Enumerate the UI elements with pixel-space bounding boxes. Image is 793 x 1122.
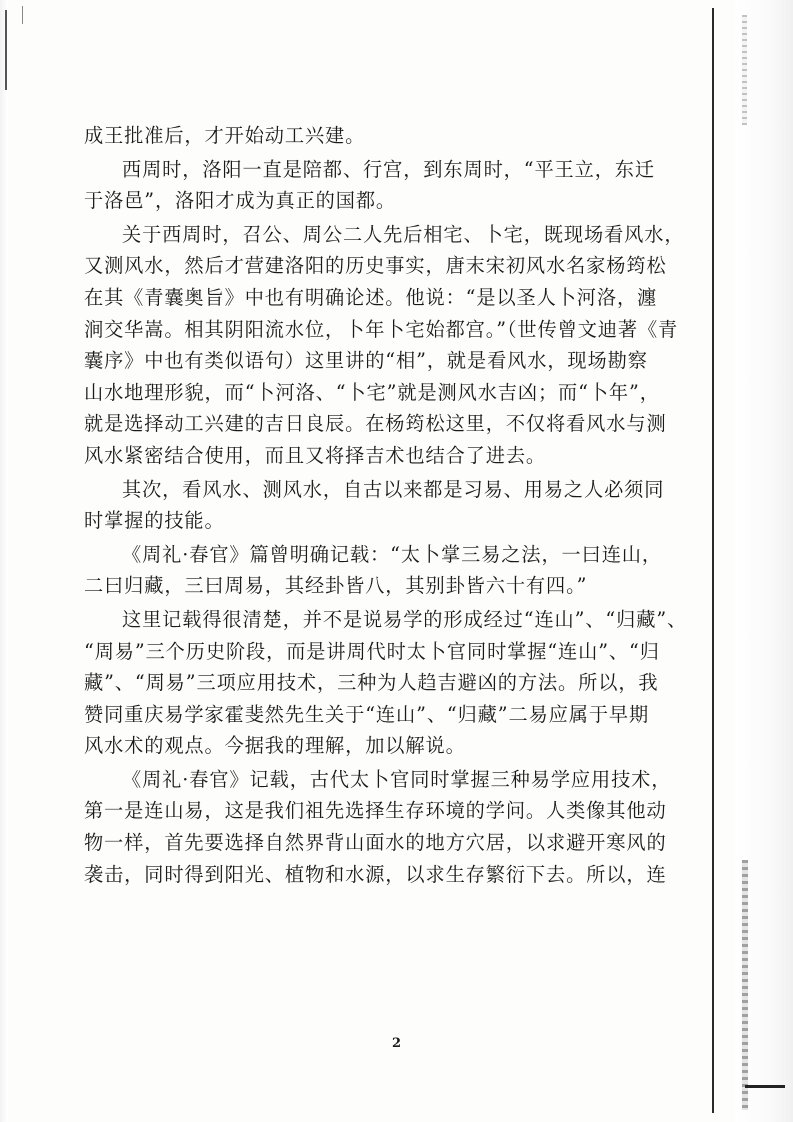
text-line: 物一样，首先要选择自然界背山面水的地方穴居，以求避开寒风的: [84, 831, 667, 855]
paragraph: [84, 154, 696, 217]
text-line: 在其《青囊奥旨》中也有明确论述。他说：“是以圣人卜河洛，瀍: [84, 285, 658, 309]
text-line: 风水紧密结合使用，而且又将择吉术也结合了进去。: [84, 443, 547, 467]
scan-left-tick: [22, 6, 23, 24]
paragraph: [84, 539, 696, 602]
text-line: “周易”三个历史阶段，而是讲周代时太卜官同时掌握“连山”、“归: [84, 639, 660, 663]
paragraph: [84, 219, 696, 472]
text-line: 关于西周时，召公、周公二人先后相宅、卜宅，既现场看风水，: [122, 222, 685, 246]
body-text: [84, 120, 696, 890]
text-line: 于洛邑”，洛阳才成为真正的国都。: [84, 189, 397, 213]
text-line: 山水地理形貌，而“卜河洛、“卜宅”就是测风水吉凶；而“卜年”，: [84, 380, 660, 404]
scan-right-noise-top: [742, 15, 747, 125]
paragraph: [84, 604, 696, 762]
scan-right-noise-bottom: [742, 860, 748, 1110]
text-line: 《周礼·春官》记载，古代太卜官同时掌握三种易学应用技术，: [122, 767, 672, 791]
paragraph: [84, 474, 696, 537]
text-line: 藏”、“周易”三项应用技术，三种为人趋吉避凶的方法。所以，我: [84, 671, 659, 695]
paragraph: [84, 120, 696, 152]
text-line: 西周时，洛阳一直是陪都、行宫，到东周时，“平王立，东迁: [122, 157, 655, 181]
text-line: 赞同重庆易学家霍斐然先生关于“连山”、“归藏”二易应属于早期: [84, 702, 650, 726]
scan-right-corner: [745, 1085, 785, 1088]
text-line: 又测风水，然后才营建洛阳的历史事实，唐末宋初风水名家杨筠松: [84, 254, 667, 278]
text-line: 囊序》中也有类似语句）这里讲的“相”，就是看风水，现场勘察: [84, 349, 648, 373]
text-line: 袭击，同时得到阳光、植物和水源，以求生存繁衍下去。所以，连: [84, 862, 667, 886]
text-line: 二曰归藏，三曰周易，其经卦皆八，其别卦皆六十有四。”: [84, 574, 588, 598]
text-line: 成王批准后，才开始动工兴建。: [84, 124, 366, 147]
text-line: 其次，看风水、测风水，自古以来都是习易、用易之人必须同: [122, 477, 665, 501]
scan-left-mark: [5, 10, 7, 90]
scan-binding-line: [712, 8, 714, 1113]
text-line: 第一是连山易，这是我们祖先选择生存环境的学问。人类像其他动: [84, 799, 667, 823]
text-line: 就是选择动工兴建的吉日良辰。在杨筠松这里，不仅将看风水与测: [84, 412, 667, 436]
paragraph: [84, 764, 696, 890]
text-line: 风水术的观点。今据我的理解，加以解说。: [84, 734, 466, 758]
text-line: 《周礼·春官》篇曾明确记载：“太卜掌三易之法，一曰连山，: [122, 542, 662, 566]
text-line: 涧交华嵩。相其阴阳流水位，卜年卜宅始都宫。”（世传曾文迪著《青: [84, 317, 679, 341]
scan-left-edge: [0, 0, 8, 1122]
text-line: 时掌握的技能。: [84, 509, 225, 533]
text-line: 这里记载得很清楚，并不是说易学的形成经过“连山”、“归藏”、: [122, 607, 688, 631]
page-number: [0, 1036, 793, 1051]
page-number-value: 2: [391, 1036, 402, 1051]
